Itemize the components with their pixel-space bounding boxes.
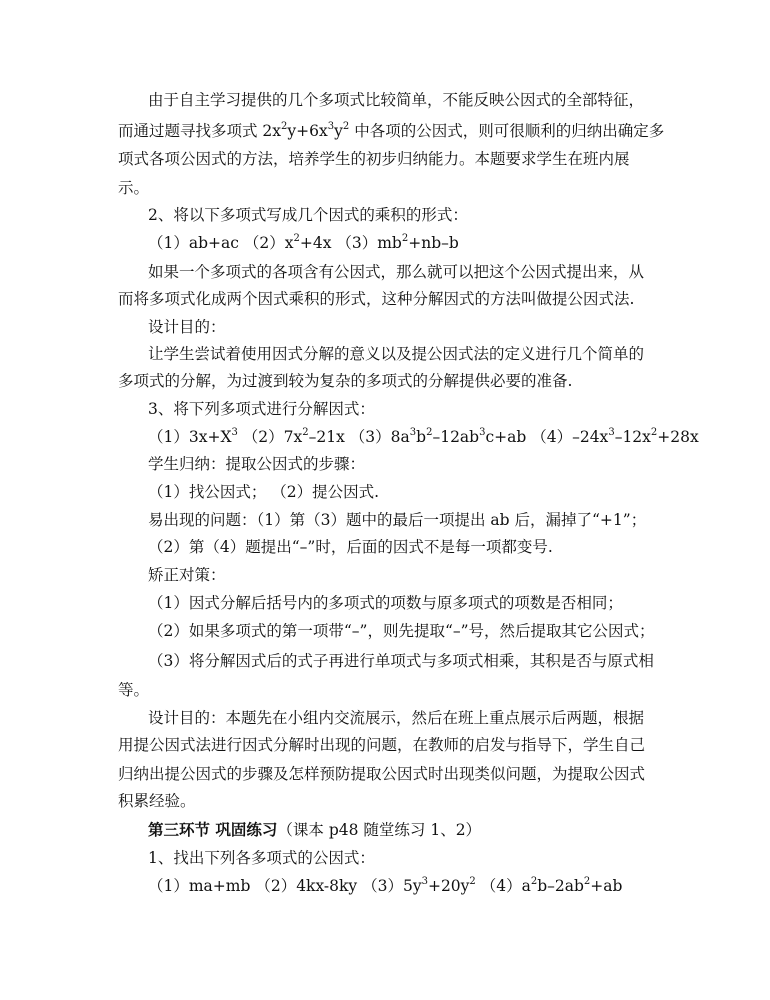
text-line (118, 121, 664, 141)
text-line: 等。 (118, 681, 150, 699)
text-line (148, 820, 481, 840)
text-line: 项式各项公因式的方法，培养学生的初步归纳能力。本题要求学生在班内展 (118, 150, 630, 168)
text-run: y+6x (287, 122, 328, 140)
superscript: 3 (421, 875, 428, 887)
text-run: y (334, 122, 343, 140)
text-run: （1）3x+X (148, 428, 232, 446)
text-run: –21x （3）8a (308, 428, 410, 446)
text-run: +28x (657, 428, 699, 446)
text-run: +20y (427, 877, 470, 895)
text-run: 中各项的公因式，则可很顺利的归纳出确定多 (349, 122, 665, 140)
text-line: 3、将下列多项式进行分解因式： (148, 400, 375, 418)
text-line (148, 233, 459, 253)
text-line: 易出现的问题：（1）第（3）题中的最后一项提出 ab 后，漏掉了“+1”； (148, 511, 647, 529)
text-line: 多项式的分解，为过渡到较为复杂的多项式的分解提供必要的准备. (118, 372, 573, 390)
text-run: –12x (614, 428, 651, 446)
superscript: 2 (426, 426, 433, 438)
superscript: 2 (281, 120, 288, 132)
superscript: 2 (469, 875, 476, 887)
superscript: 3 (608, 426, 615, 438)
text-run: c+ab （4）–24x (485, 428, 609, 446)
superscript: 3 (409, 426, 417, 438)
superscript: 2 (293, 232, 300, 244)
text-line: 矫正对策： (148, 566, 226, 584)
text-line (148, 876, 622, 896)
text-run: –12ab (432, 428, 480, 446)
text-line: 让学生尝试着使用因式分解的意义以及提公因式法的定义进行几个简单的 (148, 345, 645, 363)
superscript: 2 (530, 875, 538, 887)
superscript: 2 (302, 426, 309, 438)
text-run: +4x （3）mb (299, 234, 402, 252)
text-run: （1）ma+mb （2）4kx-8ky （3）5y (148, 877, 422, 895)
text-line: 归纳出提公因式的步骤及怎样预防提取公因式时出现类似问题，为提取公因式 (118, 765, 646, 783)
text-run: b–2ab (537, 877, 584, 895)
text-line: 2、将以下多项式写成几个因式的乘积的形式： (148, 206, 468, 224)
superscript: 3 (231, 426, 238, 438)
text-run: b (416, 428, 427, 446)
text-line: 1、找出下列各多项式的公因式： (148, 849, 375, 867)
superscript: 2 (342, 120, 350, 132)
text-run: （课本 p48 随堂练习 1、2） (277, 821, 482, 839)
text-run: （4）a (475, 877, 531, 895)
superscript: 2 (650, 426, 658, 438)
text-line: 用提公因式法进行因式分解时出现的问题，在教师的启发与指导下，学生自己 (118, 736, 646, 754)
text-line: 积累经验。 (118, 792, 196, 810)
text-line (148, 427, 699, 447)
text-line: 学生归纳：提取公因式的步骤： (148, 455, 366, 473)
text-line: （1）因式分解后括号内的多项式的项数与原多项式的项数是否相同； (148, 594, 623, 612)
superscript: 3 (479, 426, 486, 438)
text-run: +nb–b (408, 234, 459, 252)
text-line: （3）将分解因式后的式子再进行单项式与多项式相乘，其积是否与原式相 (148, 652, 654, 670)
text-line: 示。 (118, 179, 150, 197)
text-line: 由于自主学习提供的几个多项式比较简单，不能反映公因式的全部特征， (148, 91, 645, 109)
text-line: （2）第（4）题提出“–”时，后面的因式不是每一项都变号. (148, 538, 553, 556)
text-run: 而通过题寻找多项式 2x (118, 122, 282, 140)
text-line: （1）找公因式； （2）提公因式. (148, 483, 380, 501)
text-run: （1）ab+ac （2）x (148, 234, 294, 252)
superscript: 3 (327, 120, 335, 132)
text-line: 设计目的：本题先在小组内交流展示，然后在班上重点展示后两题，根据 (148, 709, 645, 727)
text-run: +ab (590, 877, 623, 895)
text-line: 设计目的： (148, 318, 226, 336)
text-line: 如果一个多项式的各项含有公因式，那么就可以把这个公因式提出来，从 (148, 263, 645, 281)
superscript: 2 (401, 232, 409, 244)
text-run: （2）7x (237, 428, 303, 446)
superscript: 2 (583, 875, 591, 887)
text-line: （2）如果多项式的第一项带“–”，则先提取“–”号，然后提取其它公因式； (148, 622, 655, 640)
text-line: 而将多项式化成两个因式乘积的形式，这种分解因式的方法叫做提公因式法. (118, 290, 635, 308)
section-heading: 第三环节 巩固练习 (148, 820, 278, 839)
